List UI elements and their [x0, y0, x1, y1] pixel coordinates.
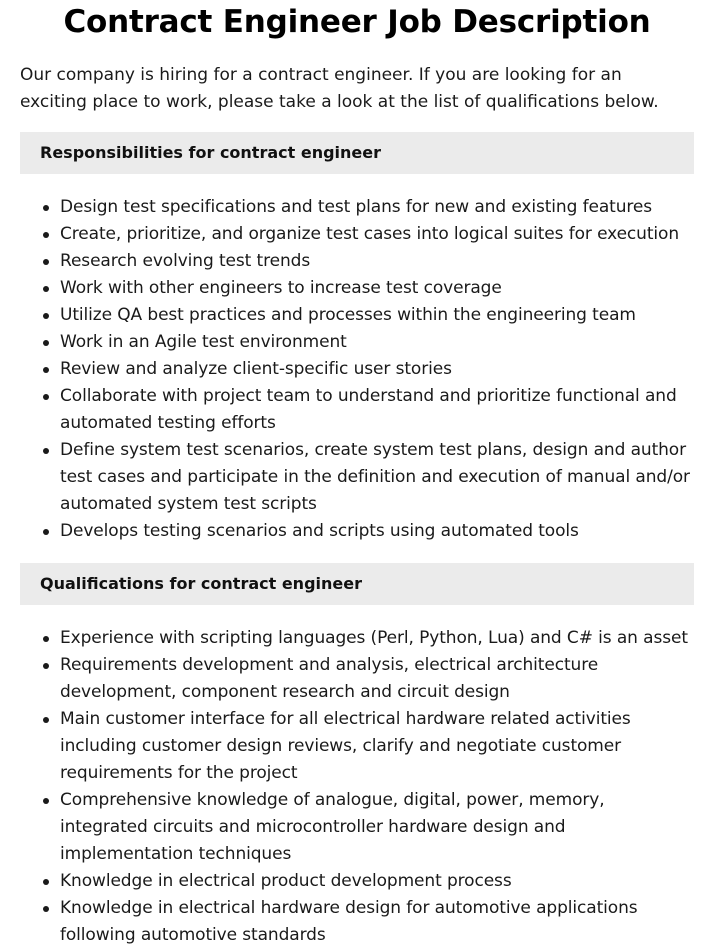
qualifications-heading: Qualifications for contract engineer — [20, 563, 694, 605]
list-item: Knowledge in electrical hardware design for automotive applications following automotive standards — [60, 895, 694, 949]
list-item: Design test specifications and test plans for new and existing features — [60, 194, 694, 221]
list-item: Review and analyze client-specific user stories — [60, 356, 694, 383]
intro-paragraph: Our company is hiring for a contract engineer. If you are looking for an exciting place to work, please take a look at the list of qualifications below. — [20, 65, 659, 112]
responsibilities-list — [20, 194, 694, 545]
list-item: Collaborate with project team to understand and prioritize functional and automated testing efforts — [60, 383, 694, 437]
page-title: Contract Engineer Job Description — [63, 4, 651, 40]
list-item: Knowledge in electrical product development process — [60, 868, 694, 895]
list-item: Research evolving test trends — [60, 248, 694, 275]
list-item: Develops testing scenarios and scripts using automated tools — [60, 518, 694, 545]
list-item: Experience with scripting languages (Perl, Python, Lua) and C# is an asset — [60, 625, 694, 652]
list-item: Work with other engineers to increase test coverage — [60, 275, 694, 302]
list-item: Utilize QA best practices and processes within the engineering team — [60, 302, 694, 329]
list-item: Define system test scenarios, create system test plans, design and author test cases and participate in the definition and execution of manual and/or automated system test scripts — [60, 437, 694, 518]
list-item: Work in an Agile test environment — [60, 329, 694, 356]
list-item: Create, prioritize, and organize test cases into logical suites for execution — [60, 221, 694, 248]
qualifications-list — [20, 625, 694, 949]
responsibilities-heading: Responsibilities for contract engineer — [20, 132, 694, 174]
list-item: Comprehensive knowledge of analogue, digital, power, memory, integrated circuits and microcontroller hardware design and implementation techniques — [60, 787, 694, 868]
list-item: Main customer interface for all electrical hardware related activities including customer design reviews, clarify and negotiate customer requirements for the project — [60, 706, 694, 787]
list-item: Requirements development and analysis, electrical architecture development, component research and circuit design — [60, 652, 694, 706]
